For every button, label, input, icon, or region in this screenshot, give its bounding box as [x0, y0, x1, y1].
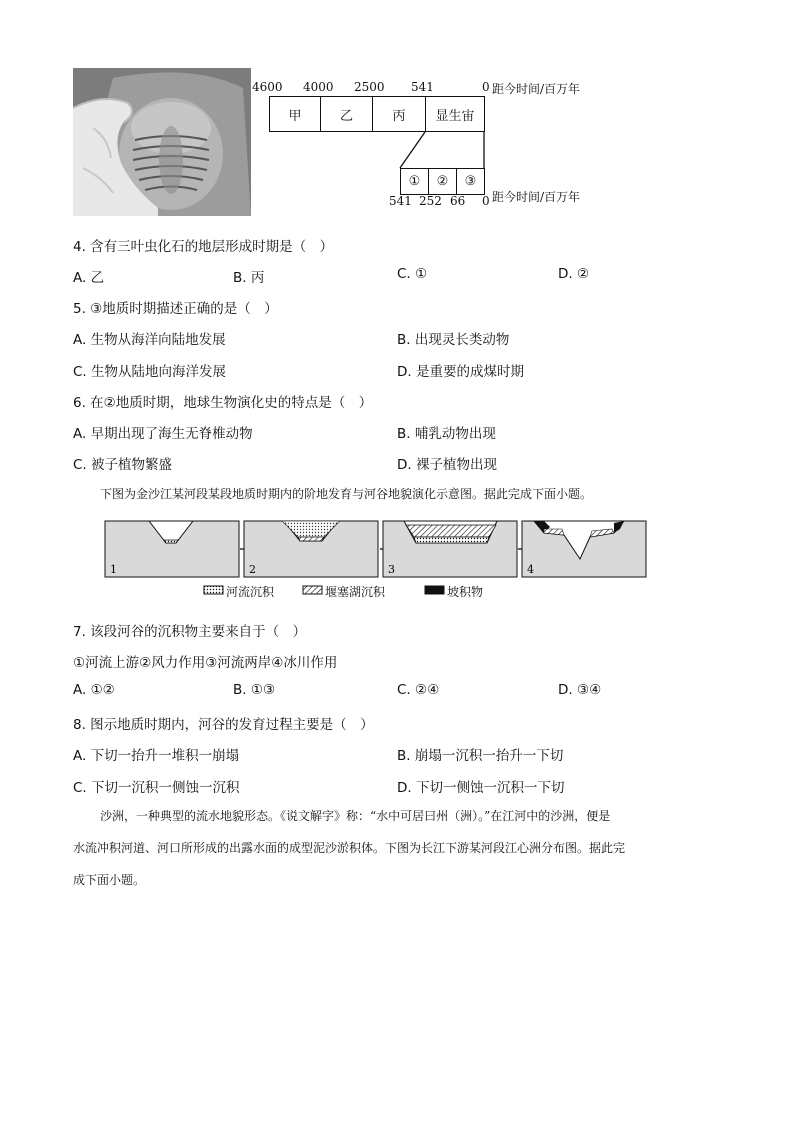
question-5-stem: 5. ③地质时期描述正确的是（ ） — [73, 301, 278, 317]
timeline-top-tick: 541 — [411, 80, 434, 94]
timeline-cell-3: ③ — [456, 168, 485, 195]
timeline-top-tick: 2500 — [354, 80, 385, 94]
question-7-statements: ①河流上游②风力作用③河流两岸④冰川作用 — [73, 655, 338, 671]
valley-panel-1 — [105, 521, 239, 577]
valley-panel-4 — [522, 521, 646, 577]
question-7-option-c[interactable]: C. ②④ — [397, 682, 440, 698]
question-4-option-a[interactable]: A. 乙 — [73, 270, 105, 286]
valley-panel-2 — [244, 521, 378, 577]
question-4-stem: 4. 含有三叶虫化石的地层形成时期是（ ） — [73, 239, 334, 255]
legend-swatch-colluvium — [424, 585, 446, 595]
legend-dammed-lake-sediment: 堰塞湖沉积 — [325, 585, 386, 599]
question-4-option-d[interactable]: D. ② — [558, 266, 590, 282]
question-7-option-a[interactable]: A. ①② — [73, 682, 115, 698]
panel-label-2: 2 — [249, 563, 256, 576]
question-5-option-b[interactable]: B. 出现灵长类动物 — [397, 332, 510, 348]
timeline-expansion-lines — [395, 130, 490, 170]
question-7-stem: 7. 该段河谷的沉积物主要来自于（ ） — [73, 624, 307, 640]
intro-sandbar-line-1: 沙洲，一种典型的流水地貌形态。《说文解字》称：“水中可居曰州（洲）。”在江河中的沙洲，便是 — [100, 809, 611, 823]
question-8-option-a[interactable]: A. 下切一抬升一堆积一崩塌 — [73, 748, 240, 764]
timeline-cell-yi: 乙 — [320, 96, 373, 132]
panel-label-4: 4 — [527, 563, 534, 576]
intro-sandbar-line-3: 成下面小题。 — [73, 873, 146, 887]
question-6-stem: 6. 在②地质时期，地球生物演化史的特点是（ ） — [73, 395, 373, 411]
timeline-top-unit: 距今时间/百万年 — [492, 82, 581, 96]
question-5-option-a[interactable]: A. 生物从海洋向陆地发展 — [73, 332, 226, 348]
legend-swatch-river-sediment — [203, 585, 225, 595]
question-8-stem: 8. 图示地质时期内，河谷的发育过程主要是（ ） — [73, 717, 374, 733]
question-6-option-c[interactable]: C. 被子植物繁盛 — [73, 457, 173, 473]
timeline-bottom-tick: 541 — [389, 194, 412, 208]
question-6-option-a[interactable]: A. 早期出现了海生无脊椎动物 — [73, 426, 253, 442]
question-5-option-c[interactable]: C. 生物从陆地向海洋发展 — [73, 364, 227, 380]
legend-river-sediment: 河流沉积 — [226, 585, 275, 599]
question-6-option-d[interactable]: D. 裸子植物出现 — [397, 457, 497, 473]
legend-swatch-dammed-lake-sediment — [302, 585, 324, 595]
panel-label-1: 1 — [110, 563, 117, 576]
legend-colluvium: 坡积物 — [447, 585, 484, 599]
panel-label-3: 3 — [388, 563, 395, 576]
question-8-option-b[interactable]: B. 崩塌一沉积一抬升一下切 — [397, 748, 564, 764]
timeline-bottom-tick: 252 — [419, 194, 442, 208]
timeline-cell-bing: 丙 — [372, 96, 426, 132]
intro-valley-diagram: 下图为金沙江某河段某段地质时期内的阶地发育与河谷地貌演化示意图。据此完成下面小题。 — [100, 487, 593, 501]
valley-evolution-diagram — [104, 519, 648, 579]
valley-panel-3 — [383, 521, 517, 577]
timeline-top-tick: 0 — [482, 80, 490, 94]
question-8-option-c[interactable]: C. 下切一沉积一侧蚀一沉积 — [73, 780, 240, 796]
timeline-cell-2: ② — [428, 168, 457, 195]
question-8-option-d[interactable]: D. 下切一侧蚀一沉积一下切 — [397, 780, 565, 796]
timeline-cell-jia: 甲 — [269, 96, 321, 132]
timeline-cell-phanerozoic: 显生宙 — [425, 96, 485, 132]
question-7-option-d[interactable]: D. ③④ — [558, 682, 602, 698]
question-4-option-b[interactable]: B. 丙 — [233, 270, 265, 286]
timeline-top-tick: 4600 — [252, 80, 283, 94]
question-4-option-c[interactable]: C. ① — [397, 266, 428, 282]
timeline-bottom-tick: 66 — [450, 194, 466, 208]
trilobite-fossil-photo — [73, 68, 251, 216]
question-7-option-b[interactable]: B. ①③ — [233, 682, 276, 698]
question-6-option-b[interactable]: B. 哺乳动物出现 — [397, 426, 496, 442]
question-5-option-d[interactable]: D. 是重要的成煤时期 — [397, 364, 524, 380]
timeline-bottom-tick: 0 — [482, 194, 490, 208]
timeline-cell-1: ① — [400, 168, 429, 195]
timeline-top-tick: 4000 — [303, 80, 334, 94]
timeline-bottom-unit: 距今时间/百万年 — [492, 190, 581, 204]
intro-sandbar-line-2: 水流冲积河道、河口所形成的出露水面的成型泥沙淤积体。下图为长江下游某河段江心洲分布图。据此完 — [73, 841, 626, 855]
